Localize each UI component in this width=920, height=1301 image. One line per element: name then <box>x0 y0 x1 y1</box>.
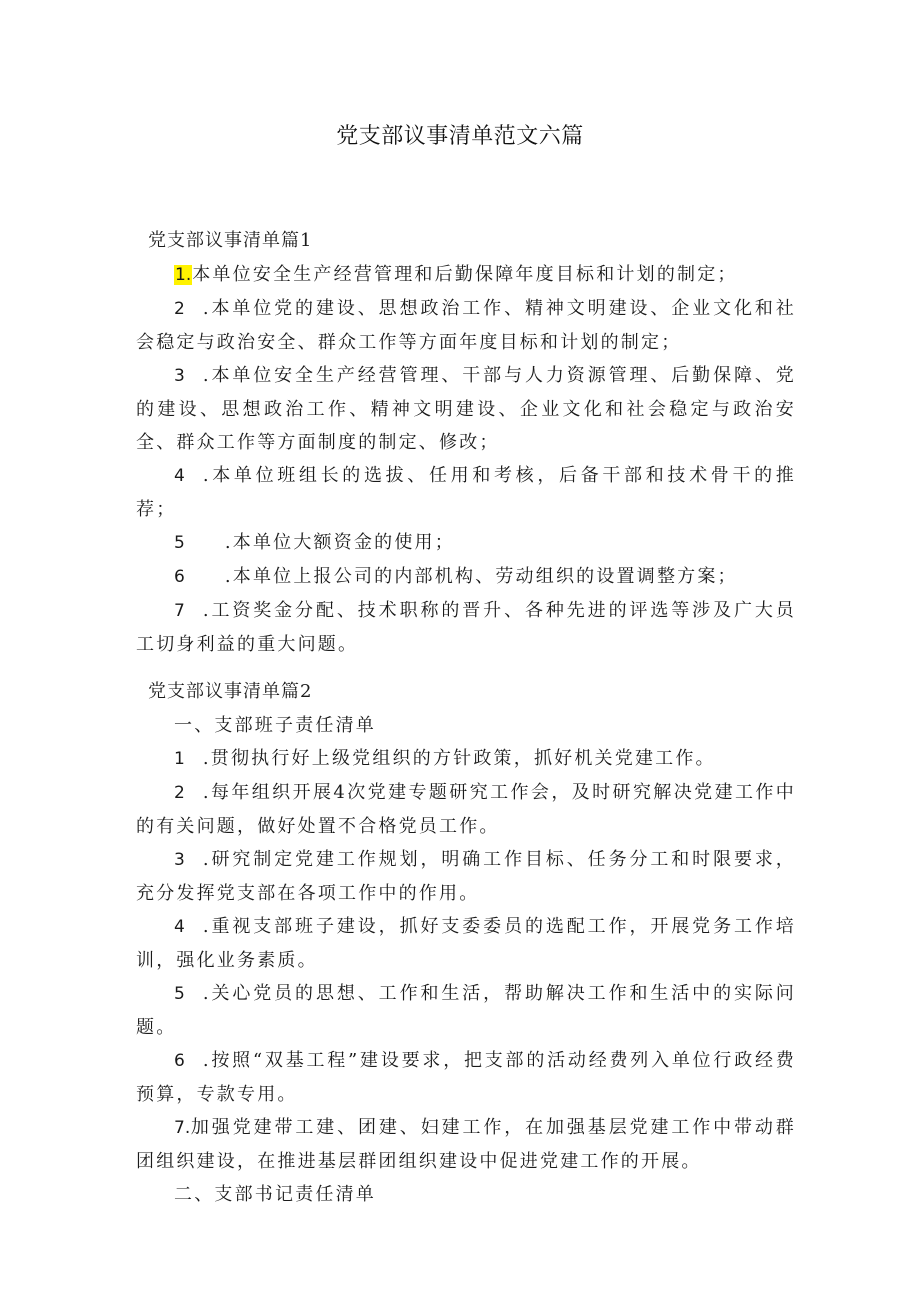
item-text: 本单位安全生产经营管理和后勤保障年度目标和计划的制定； <box>192 264 738 285</box>
list-item <box>136 1111 796 1178</box>
list-item <box>136 560 796 594</box>
section-2 <box>136 675 796 1211</box>
sub-heading: 二、支部书记责任清单 <box>174 1184 376 1205</box>
item-text: .工资奖金分配、技术职称的晋升、各种先进的评选等涉及广大员工切身利益的重大问题。 <box>136 600 796 655</box>
list-item <box>136 594 796 661</box>
list-item <box>136 1044 796 1111</box>
section-1 <box>136 224 796 661</box>
item-text: .按照“双基工程”建设要求，把支部的活动经费列入单位行政经费预算，专款专用。 <box>136 1050 796 1105</box>
item-text: .本单位安全生产经营管理、干部与人力资源管理、后勤保障、党的建设、思想政治工作、精神文明建设、企业文化和社会稳定与政治安全、群众工作等方面制度的制定、修改； <box>136 365 796 453</box>
list-item <box>136 742 796 776</box>
item-number: 4 <box>174 466 185 486</box>
item-text: .每年组织开展4次党建专题研究工作会，及时研究解决党建工作中的有关问题，做好处置不合格党员工作。 <box>136 782 796 837</box>
item-number: 4 <box>174 917 185 937</box>
list-item <box>136 459 796 526</box>
item-text: .贯彻执行好上级党组织的方针政策，抓好机关党建工作。 <box>202 748 716 769</box>
item-number: 7. <box>174 1118 191 1138</box>
list-item <box>136 359 796 459</box>
list-item <box>136 910 796 977</box>
item-text: .本单位班组长的选拔、任用和考核，后备干部和技术骨干的推荐； <box>136 465 796 520</box>
item-text: .研究制定党建工作规划，明确工作目标、任务分工和时限要求，充分发挥党支部在各项工作中的作用。 <box>136 849 796 904</box>
item-text: .本单位党的建设、思想政治工作、精神文明建设、企业文化和社会稳定与政治安全、群众工作等方面年度目标和计划的制定； <box>136 298 796 353</box>
item-number: 3 <box>174 366 185 386</box>
sub-heading: 一、支部班子责任清单 <box>174 715 376 736</box>
item-text: .关心党员的思想、工作和生活，帮助解决工作和生活中的实际问题。 <box>136 983 796 1038</box>
list-item <box>136 843 796 910</box>
list-item <box>136 258 796 292</box>
item-number: 2 <box>174 299 185 319</box>
item-number: 5 <box>174 533 185 553</box>
item-number: 3 <box>174 850 185 870</box>
item-number: 7 <box>174 601 185 621</box>
item-number: 1. <box>175 265 192 285</box>
item-number: 2 <box>174 783 185 803</box>
section-heading: 党支部议事清单篇1 <box>148 230 313 251</box>
item-text: .重视支部班子建设，抓好支委委员的选配工作，开展党务工作培训，强化业务素质。 <box>136 916 796 971</box>
list-item <box>136 776 796 843</box>
item-text: .本单位上报公司的内部机构、劳动组织的设置调整方案； <box>224 566 738 587</box>
list-item <box>136 526 796 560</box>
item-number: 6 <box>174 1051 185 1071</box>
item-number: 5 <box>174 984 185 1004</box>
item-number: 6 <box>174 567 185 587</box>
document-title: 党支部议事清单范文六篇 <box>336 124 584 149</box>
list-item <box>136 292 796 359</box>
list-item <box>136 977 796 1044</box>
item-text: .本单位大额资金的使用； <box>224 532 455 553</box>
item-text: 加强党建带工建、团建、妇建工作，在加强基层党建工作中带动群团组织建设，在推进基层群团组织建设中促进党建工作的开展。 <box>136 1117 796 1172</box>
item-number: 1 <box>174 749 185 769</box>
section-heading: 党支部议事清单篇2 <box>148 681 313 702</box>
